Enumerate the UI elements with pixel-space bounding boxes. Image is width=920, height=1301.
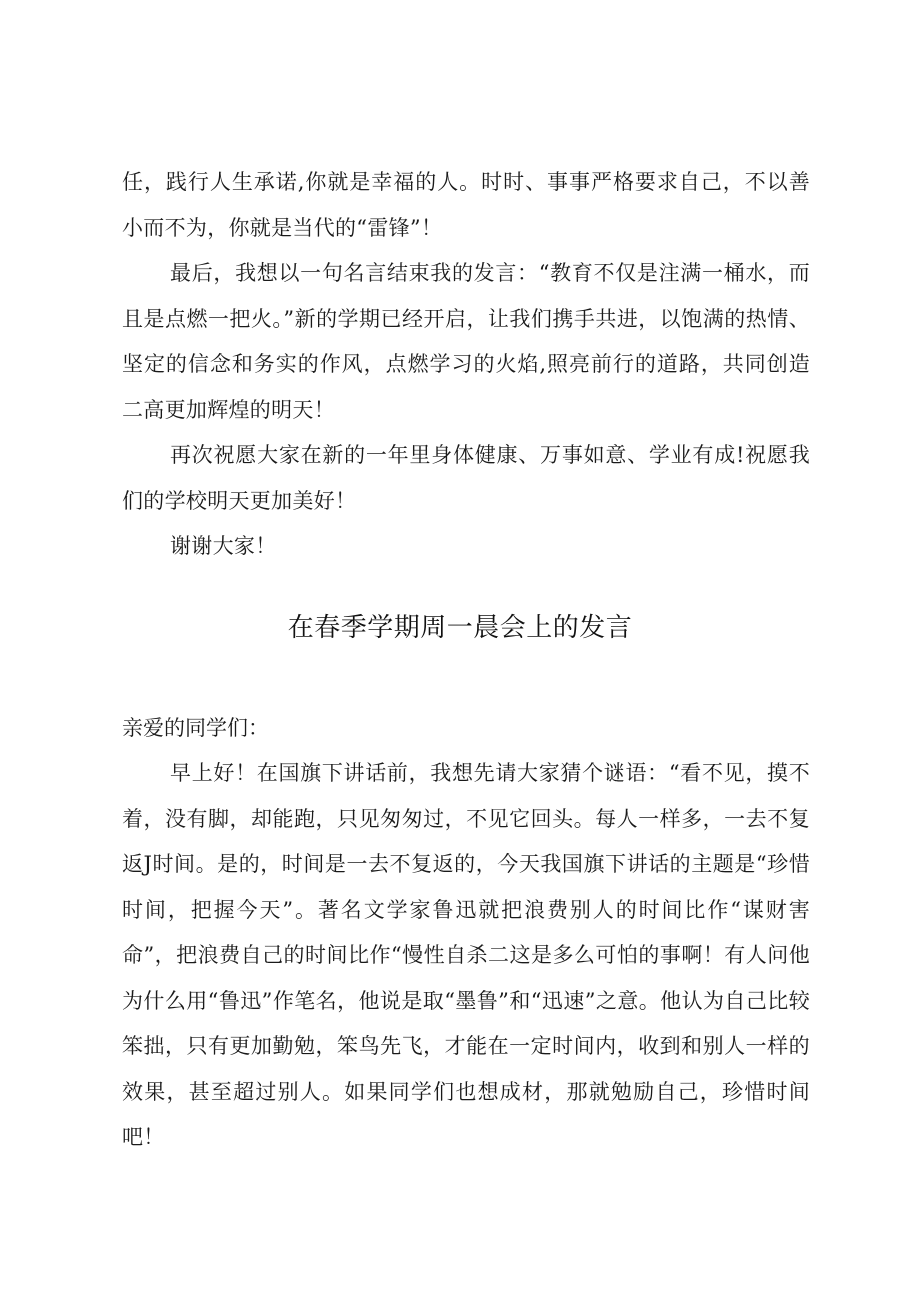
paragraph-continuation: 任，践行人生承诺,你就是幸福的人。时时、事事严格要求自己，不以善小而不为，你就是当代的“雷锋”！	[122, 170, 810, 240]
salutation: 亲爱的同学们：	[122, 716, 269, 740]
speech-body-section	[122, 751, 810, 1161]
paragraph-closing-quote: 最后，我想以一句名言结束我的发言：“教育不仅是注满一桶水，而且是点燃一把火。”新的学期已经开启，让我们携手共进，以饱满的热情、坚定的信念和务实的作风，点燃学习的火焰,照亮前行的道路，共同创造二高更加辉煌的明天！	[122, 261, 810, 422]
paragraph-wishes: 再次祝愿大家在新的一年里身体健康、万事如意、学业有成!祝愿我们的学校明天更加美好！	[122, 443, 810, 513]
speech-title: 在春季学期周一晨会上的发言	[287, 613, 633, 643]
paragraph-thanks: 谢谢大家！	[170, 534, 277, 558]
previous-speech-ending	[122, 160, 810, 570]
speech-body-paragraph: 早上好！在国旗下讲话前，我想先请大家猜个谜语：“看不见，摸不着，没有脚，却能跑，只见匆匆过，不见它回头。每人一样多，一去不复返J时间。是的，时间是一去不复返的，今天我国旗下讲话的主题是“珍惜时间，把握今天”。著名文学家鲁迅就把浪费别人的时间比作“谋财害命”，把浪费自己的时间比作“慢性自杀二这是多么可怕的事啊！有人问他为什么用“鲁迅”作笔名，他说是取“墨鲁”和“迅速”之意。他认为自己比较笨拙，只有更加勤勉，笨鸟先飞，才能在一定时间内，收到和别人一样的效果，甚至超过别人。如果同学们也想成材，那就勉励自己，珍惜时间吧！	[122, 761, 810, 1149]
